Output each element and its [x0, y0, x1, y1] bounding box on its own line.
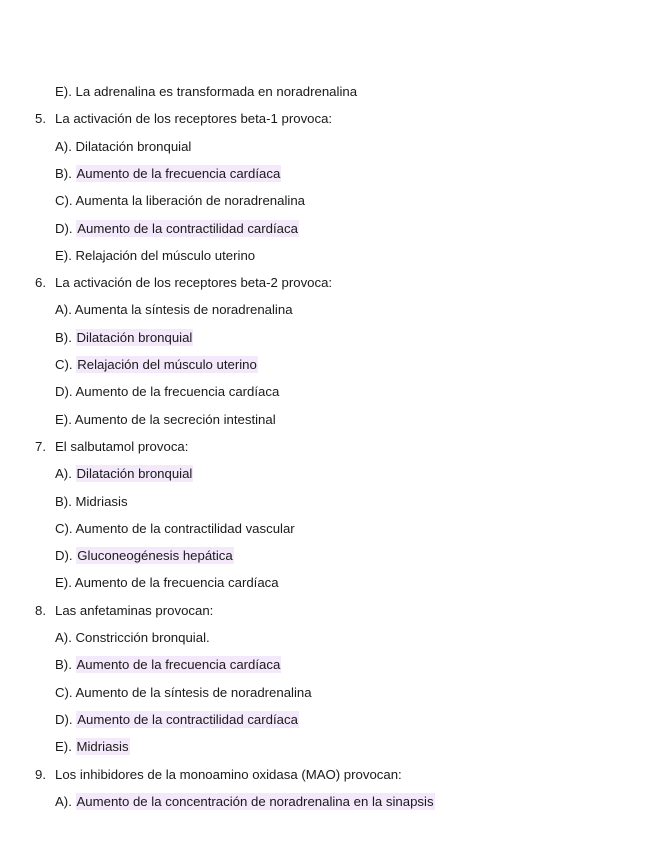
- option-letter: B).: [55, 329, 76, 345]
- option-text: Midriasis: [75, 493, 128, 509]
- option-text: Aumenta la síntesis de noradrenalina: [74, 302, 293, 318]
- option-text: Aumento de la síntesis de noradrenalina: [75, 684, 312, 700]
- option-text: Relajación del músculo uterino: [77, 357, 257, 372]
- option-letter: A).: [55, 138, 76, 154]
- answer-option: [55, 220, 299, 238]
- option-text: Dilatación bronquial: [76, 329, 193, 345]
- answer-option: [55, 383, 279, 401]
- question-text: La activación de los receptores beta-2 provoca:: [55, 275, 333, 291]
- option-letter: A).: [55, 793, 76, 809]
- answer-option: [55, 411, 276, 429]
- option-text: Dilatación bronquial: [75, 138, 192, 154]
- option-letter: B).: [55, 493, 76, 509]
- answer-option: [55, 493, 128, 511]
- option-letter: E).: [55, 411, 75, 427]
- answer-option: [55, 629, 210, 647]
- question-line: [35, 766, 402, 784]
- option-letter: D).: [55, 711, 77, 727]
- option-text: Aumento de la secreción intestinal: [74, 411, 276, 427]
- answer-option: [55, 793, 435, 811]
- option-letter: E).: [55, 84, 76, 99]
- question-number: 8.: [35, 602, 46, 618]
- option-letter: D).: [55, 220, 77, 236]
- option-letter: E).: [55, 739, 76, 755]
- answer-option: [55, 356, 258, 374]
- question-text: La activación de los receptores beta-1 provoca:: [55, 111, 333, 127]
- answer-option: [55, 465, 193, 483]
- question-line: [35, 602, 213, 620]
- question-line: [35, 110, 332, 128]
- option-letter: D).: [55, 548, 77, 564]
- question-text: El salbutamol provoca:: [55, 438, 189, 454]
- answer-option: [55, 684, 312, 702]
- answer-option: [55, 329, 193, 347]
- option-letter: C).: [55, 357, 77, 372]
- question-line: [35, 274, 332, 292]
- option-text: Aumento de la contractilidad cardíaca: [77, 220, 298, 236]
- answer-option: [55, 520, 295, 538]
- question-text: Las anfetaminas provocan:: [55, 602, 214, 618]
- answer-option: [55, 547, 234, 565]
- option-text: Aumento de la contractilidad cardíaca: [77, 711, 298, 727]
- option-text: Relajación del músculo uterino: [75, 247, 256, 263]
- question-number: 9.: [35, 766, 46, 782]
- option-text: Aumenta la liberación de noradrenalina: [75, 193, 305, 209]
- option-text: Gluconeogénesis hepática: [77, 548, 233, 564]
- question-number: 6.: [35, 275, 46, 291]
- question-text: Los inhibidores de la monoamino oxidasa (MAO) provocan:: [55, 766, 402, 782]
- option-letter: E).: [55, 575, 75, 591]
- answer-option: [55, 656, 281, 674]
- option-text: Midriasis: [76, 739, 129, 755]
- option-letter: E).: [55, 247, 76, 263]
- option-text: Aumento de la contractilidad vascular: [75, 520, 295, 536]
- option-letter: A).: [55, 466, 76, 482]
- option-text: Dilatación bronquial: [76, 466, 193, 482]
- option-text: Aumento de la frecuencia cardíaca: [74, 575, 279, 591]
- option-text: Constricción bronquial.: [75, 630, 210, 645]
- question-number: 5.: [35, 111, 46, 127]
- option-letter: B).: [55, 657, 76, 673]
- option-letter: C).: [55, 684, 76, 700]
- question-line: [35, 438, 188, 456]
- answer-option: [55, 192, 305, 210]
- option-letter: D).: [55, 384, 76, 400]
- option-text: Aumento de la frecuencia cardíaca: [76, 165, 281, 181]
- answer-option: [55, 83, 357, 101]
- answer-option: [55, 738, 130, 756]
- option-text: Aumento de la frecuencia cardíaca: [75, 384, 280, 400]
- option-letter: A).: [55, 630, 76, 645]
- answer-option: [55, 138, 191, 156]
- answer-option: [55, 711, 299, 729]
- option-letter: A).: [55, 302, 75, 318]
- option-text: Aumento de la frecuencia cardíaca: [76, 657, 281, 673]
- answer-option: [55, 301, 293, 319]
- option-text: La adrenalina es transformada en noradrenalina: [75, 84, 358, 99]
- question-number: 7.: [35, 438, 46, 454]
- option-letter: C).: [55, 193, 76, 209]
- answer-option: [55, 574, 279, 592]
- answer-option: [55, 165, 281, 183]
- option-letter: B).: [55, 165, 76, 181]
- option-text: Aumento de la concentración de noradrenalina en la sinapsis: [76, 793, 434, 809]
- answer-option: [55, 247, 255, 265]
- option-letter: C).: [55, 520, 76, 536]
